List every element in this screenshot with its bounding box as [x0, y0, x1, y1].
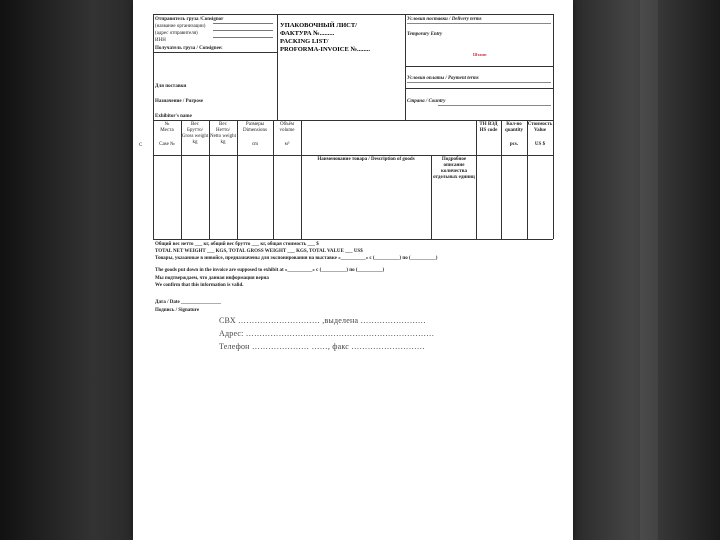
delivery-label: Для поставки — [155, 84, 187, 89]
temporary-entry: Temporary Entry — [407, 32, 443, 37]
sender-underline-3 — [213, 37, 273, 38]
col-vol-ru: Объём — [280, 122, 294, 127]
confirm-ru: Мы подтверждаем, что данная информация верна — [155, 276, 269, 281]
col-vol-sub: м³ — [284, 142, 290, 147]
exhibitor-label: Exhibitor's name — [155, 114, 192, 119]
col-gross-en: Брутто/ — [187, 128, 203, 133]
table-top — [153, 120, 553, 121]
doc-title-3: PACKING LIST/ — [280, 38, 329, 45]
signature-label: Подпись / Signature — [155, 308, 200, 313]
col-net-en: Нетто/ — [215, 128, 231, 133]
phone-line: Телефон ………………… ……, факс ……………………… — [219, 342, 426, 351]
left-backdrop — [0, 0, 133, 540]
col-header-net — [209, 122, 237, 146]
red-stamp: Штамп — [473, 52, 487, 57]
col-val-sub: US $ — [534, 142, 546, 147]
table-bottom — [153, 239, 553, 240]
address-line: Адрес: …………………………………………………………… — [219, 329, 435, 338]
col-gross-ru: Вес — [191, 122, 199, 127]
totals-ru: Общий вес нетто ___ кг, общий вес брутто ___ кг, общая стоимость ___ $ — [155, 242, 319, 247]
terms-underline — [407, 23, 551, 24]
right-backdrop-stripe — [640, 0, 658, 540]
col-case-en: Места — [160, 128, 174, 133]
col-hs-ru: ТН ВЭД — [479, 122, 498, 127]
terms-label: Условия поставки / Delivery terms — [407, 17, 482, 22]
frame-right — [553, 14, 554, 239]
frame-divider-1 — [277, 14, 278, 120]
sender-line4: ИНН — [155, 38, 166, 43]
country-label: Страна / Country — [407, 99, 446, 104]
col-val-ru: Стоимость — [527, 122, 553, 127]
col-qty-ru: Кол-во — [506, 122, 522, 127]
goods-description-header: Наименование товара / Description of goods — [317, 157, 415, 162]
terms-sep — [405, 66, 553, 67]
doc-title-4: PROFORMA-INVOICE №........ — [280, 46, 370, 53]
col-val-en: Value — [533, 128, 547, 133]
payment-underline — [407, 82, 551, 83]
frame-top — [153, 14, 553, 15]
totals-en: TOTAL NET WEIGHT ___ KGS, TOTAL GROSS WEIGHT ___ KGS, TOTAL VALUE ___ US$ — [155, 249, 363, 254]
payment-label: Условия оплаты / Payment terms — [407, 76, 479, 81]
sender-underline-1 — [213, 23, 273, 24]
exhibit-ru: Товары, указанные в инвойсе, предназначены для экспонирования на выставке «__________» с (__________) по (__________) — [155, 256, 438, 261]
col-header-case — [153, 122, 181, 148]
col-header-gross — [181, 122, 209, 146]
col-net-ru: Вес — [219, 122, 227, 127]
warehouse-line: СВХ ………………………… ,выделена …………………… — [219, 316, 426, 325]
col-sep-5 — [301, 120, 302, 239]
sender-underline-2 — [213, 30, 273, 31]
col-header-dimensions — [237, 122, 273, 148]
table-header-bottom — [153, 155, 553, 156]
row-marker: C — [139, 143, 143, 148]
frame-divider-2 — [405, 14, 406, 120]
col-header-qty — [501, 122, 527, 148]
purpose-label: Назначение / Purpose — [155, 99, 203, 104]
col-qty-sub: pcs. — [509, 142, 519, 147]
sender-sep — [153, 52, 277, 53]
sender-line1: Отправитель груза /Consignor — [155, 17, 224, 22]
sender-line2: (название организации) — [155, 24, 206, 29]
col-header-value — [527, 122, 553, 148]
goods-pieces-header: Подробное описание количества отдельных единиц — [433, 157, 475, 180]
col-vol-en: volume — [279, 128, 295, 133]
col-dim-ru: Размеры — [245, 122, 265, 127]
col-case-sub: Case № — [159, 142, 175, 147]
col-dim-en: Dimensions — [243, 128, 267, 133]
document-page — [133, 0, 573, 540]
col-net-sub: Netto weight kg — [210, 134, 236, 145]
col-header-hs — [476, 122, 501, 134]
date-label: Дата / Date ________________ — [155, 300, 221, 305]
country-underline — [438, 105, 551, 106]
recipient-label: Получатель груза / Consignee: — [155, 46, 223, 51]
doc-title-1: УПАКОВОЧНЫЙ ЛИСТ/ — [280, 22, 357, 29]
exhibit-en: The goods put down in the invoice are supposed to exhibit at «__________» с (__________) по (__________) — [155, 268, 385, 273]
col-sep-6 — [476, 120, 477, 239]
col-dim-sub: cm — [251, 142, 259, 147]
col-case-ru: № — [164, 122, 170, 127]
col-hs-en: HS code — [479, 128, 498, 133]
payment-sep — [405, 88, 553, 89]
doc-title-2: ФАКТУРА №......... — [280, 30, 335, 37]
confirm-en: We confirm that this information is valid. — [155, 283, 244, 288]
col-qty-en: quantity — [504, 128, 524, 133]
sender-line3: (адрес отправителя) — [155, 31, 198, 36]
col-gross-sub: Gross weight kg — [181, 134, 209, 145]
col-header-volume — [273, 122, 301, 148]
